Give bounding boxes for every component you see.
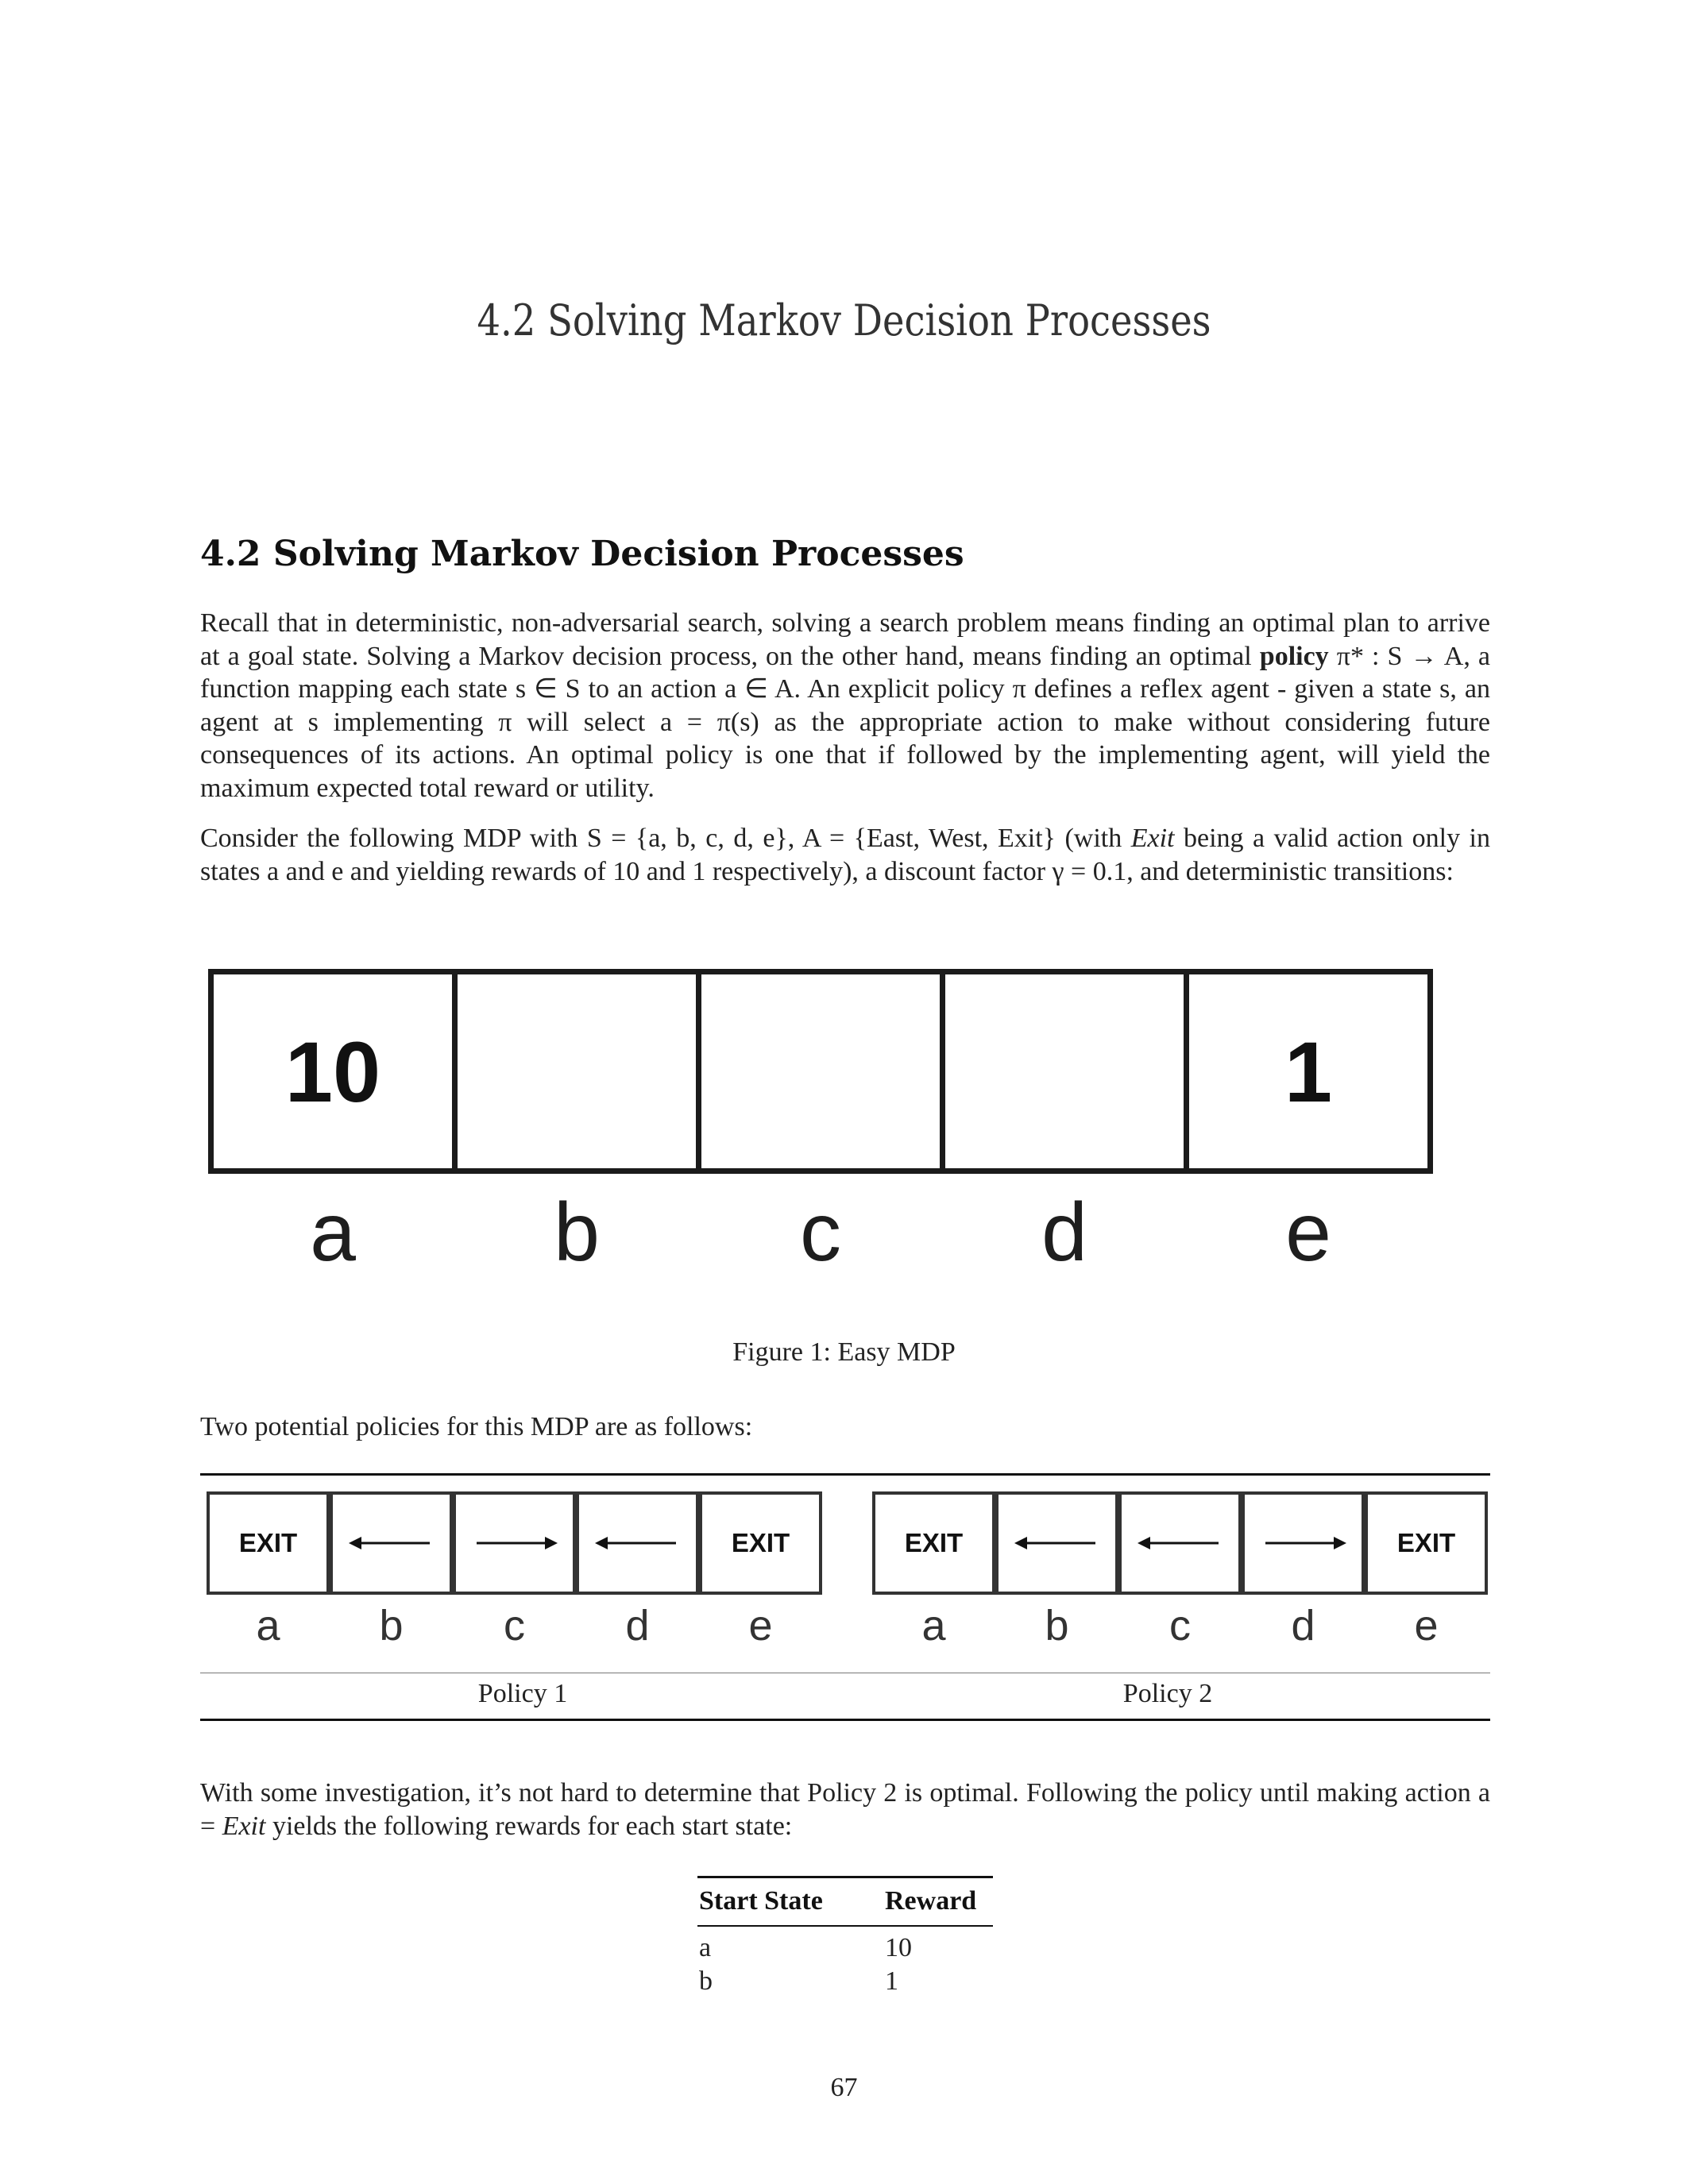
policy-2-cell-b [995,1491,1118,1595]
exit-action: EXIT [731,1528,790,1557]
arrow-right-icon [1259,1534,1348,1553]
policy-1-caption: Policy 1 [477,1679,568,1708]
arrow-left-icon [593,1534,682,1553]
arrow-left-icon [347,1534,436,1553]
policy-1-cell-a [207,1491,330,1595]
paragraph-policies-intro: Two potential policies for this MDP are as follows: [200,1412,753,1441]
policy-1-state-a: a [256,1602,280,1650]
policy-1-diagram [207,1491,820,1668]
arrow-left-icon [1136,1534,1225,1553]
policy-2-state-e: e [1414,1602,1439,1650]
policy-2-cell-a [872,1491,995,1595]
policy-2-cell-d [1242,1491,1365,1595]
arrow-right-icon [470,1534,559,1553]
policy-2-state-d: d [1291,1602,1315,1650]
mdp-state-label-b: b [554,1187,600,1279]
mdp-state-label-e: e [1285,1187,1331,1279]
table-cell-state: a [699,1933,712,1962]
policy-2-diagram [872,1491,1485,1668]
paragraph-optimal-policy: With some investigation, it’s not hard to determine that Policy 2 is optimal. Following the policy until making action a = Exit yields the following rewards for each start state: [200,1778,1490,1841]
policy-1-state-c: c [504,1602,525,1650]
policy-1-state-b: b [379,1602,404,1650]
paragraph-mdp-setup: Consider the following MDP with S = {a, b, c, d, e}, A = {East, West, Exit} (with Exit being a valid action only in states a and e and yielding rewards of 10 and 1 respectively), a discount factor γ = 0.1, and deterministic transitions: [200,824,1491,886]
page-number: 67 [830,2073,858,2102]
table-cell-reward: 1 [885,1966,898,1996]
policy-2-caption: Policy 2 [1122,1679,1213,1708]
table-header-rule [697,1925,993,1927]
figure-caption: Figure 1: Easy MDP [732,1337,956,1367]
mdp-cell-e: 1 [1184,969,1433,1174]
policy-top-rule [200,1473,1490,1476]
exit-action: EXIT [238,1528,298,1557]
exit-action: EXIT [1396,1528,1456,1557]
mdp-cell-c [696,969,945,1174]
table-header-reward: Reward [885,1886,977,1916]
policy-2-state-c: c [1169,1602,1191,1650]
mdp-cell-d [940,969,1189,1174]
policy-bottom-rule [200,1719,1490,1721]
arrow-left-icon [1013,1534,1102,1553]
policy-1-cell-b [330,1491,453,1595]
table-cell-reward: 10 [885,1933,912,1962]
policy-1-state-e: e [748,1602,773,1650]
easy-mdp-figure [208,959,1479,1317]
mdp-cell-b [452,969,701,1174]
mdp-state-label-d: d [1041,1187,1087,1279]
table-top-rule [697,1876,993,1878]
mdp-state-label-a: a [310,1187,356,1279]
section-title: 4.2 Solving Markov Decision Processes [200,534,964,574]
mdp-state-label-c: c [800,1187,841,1279]
table-header-start-state: Start State [699,1886,823,1916]
exit-action: EXIT [904,1528,964,1557]
mdp-cell-a: 10 [208,969,458,1174]
policy-1-cell-c [453,1491,576,1595]
paragraph-policy-definition: Recall that in deterministic, non-adversarial search, solving a search problem means finding an optimal plan to arrive at a goal state. Solving a Markov decision process, on the other hand, means finding an optimal policy π* : S → A, a function mapping each state s ∈ S to an action a ∈ A. An explicit policy π defines a reflex agent - given a state s, an agent at s implementing π will select a = π(s) as the appropriate action to make without considering future consequences of its actions. An optimal policy is one that if followed by the implementing agent, will yield the maximum expected total reward or utility. [200,608,1490,803]
policy-2-cell-c [1118,1491,1242,1595]
policy-1-cell-d [576,1491,699,1595]
policy-1-state-d: d [625,1602,650,1650]
policy-2-state-b: b [1045,1602,1069,1650]
policy-term: policy [1259,641,1329,671]
policy-2-cell-e [1365,1491,1488,1595]
policy-1-cell-e [699,1491,822,1595]
policy-2-state-a: a [921,1602,946,1650]
table-cell-state: b [699,1966,713,1996]
running-header: 4.2 Solving Markov Decision Processes [477,295,1211,345]
